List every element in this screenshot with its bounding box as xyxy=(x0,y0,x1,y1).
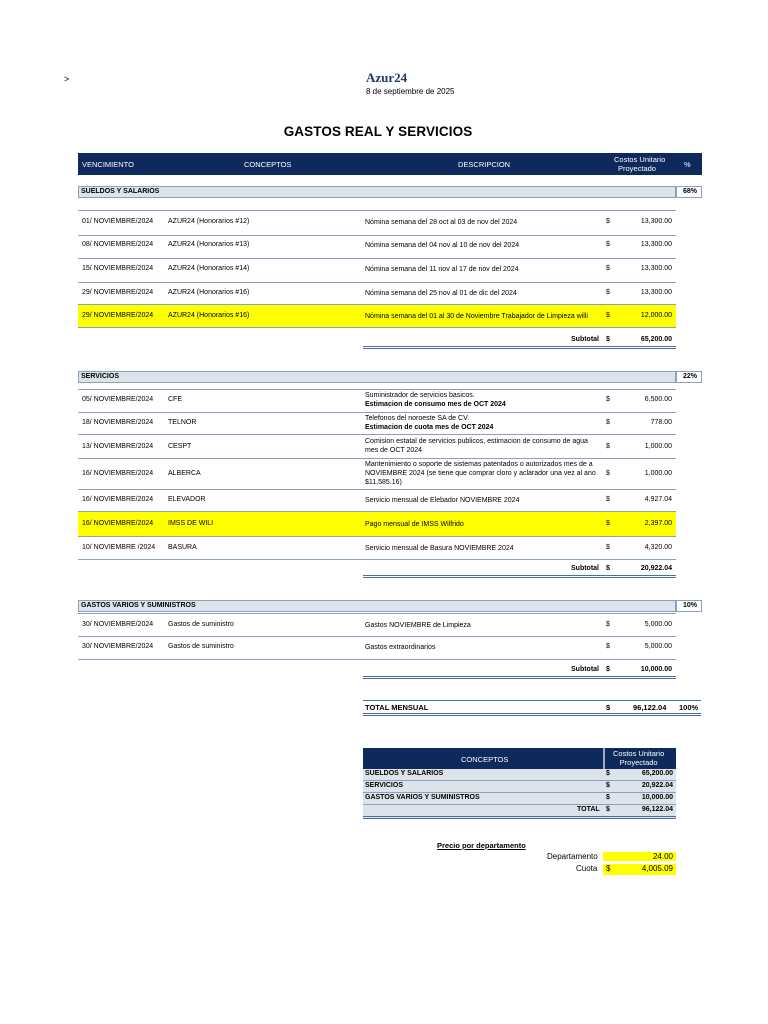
section-pct-gastos: 10% xyxy=(676,600,702,612)
row-desc-line1: Telefonos del noroeste SA de CV. xyxy=(365,415,470,422)
row-currency: $ xyxy=(606,218,610,225)
row-date: 16/ NOVIEMBRE/2024 xyxy=(82,470,154,477)
row-date: 15/ NOVIEMBRE/2024 xyxy=(82,265,154,272)
row-desc xyxy=(365,391,601,409)
subtotal-gastos xyxy=(363,664,676,679)
price-title: Precio por departamento xyxy=(437,841,526,850)
subtotal-sueldos xyxy=(363,334,676,349)
total-mensual xyxy=(363,700,701,716)
row-concept: TELNOR xyxy=(168,419,197,426)
row-date: 29/ NOVIEMBRE/2024 xyxy=(82,289,154,296)
company-name: Azur24 xyxy=(366,70,408,85)
table-row xyxy=(78,613,676,637)
summary-total-currency: $ xyxy=(606,806,610,813)
row-concept: CESPT xyxy=(168,443,192,450)
row-desc-line2: Estimacion de cuota mes de OCT 2024 xyxy=(365,424,494,431)
row-desc: Comision estatal de servicios publicos, estimacion de consumo de agua mes de OCT 2024 xyxy=(365,438,588,454)
summary-total-row xyxy=(363,805,676,819)
row-desc: Nómina semana del 01 al 30 de Noviembre Trabajador de Limpieza willi xyxy=(365,313,588,320)
summary-row-currency: $ xyxy=(606,770,610,777)
row-concept: ELEVADOR xyxy=(168,496,206,503)
total-amount: 96,122.04 xyxy=(633,703,667,712)
row-desc: Mantenimiento o soporte de sistemas patentados o autorizados mes de a NOVIEMBRE 2024 (se tiene que comprar cloro y aclarador una vez al ano $11,585.16) xyxy=(365,461,596,486)
row-amount: 13,300.00 xyxy=(640,218,672,225)
col-costo-line2: Proyectado xyxy=(618,164,656,173)
row-desc: Pago mensual de IMSS Wilfrido xyxy=(365,521,464,528)
row-concept-text: AZUR24 (Honorarios #12) xyxy=(168,218,250,225)
row-desc: Nómina semana del 11 nov al 17 de nov del 2024 xyxy=(365,266,519,273)
row-amount: 4,927.04 xyxy=(644,496,672,503)
row-amount: 4,320.00 xyxy=(644,544,672,551)
table-row-highlighted xyxy=(78,305,676,328)
row-amount: 12,000.00 xyxy=(640,312,672,319)
summary-row xyxy=(363,781,676,793)
row-currency: $ xyxy=(606,312,610,319)
page-title: GASTOS REAL Y SERVICIOS xyxy=(283,124,473,139)
row-desc: Nómina semana del 28 oct al 03 de nov del 2024 xyxy=(365,219,518,226)
summary-row-amount: 65,200.00 xyxy=(641,770,673,777)
dept-row xyxy=(363,852,676,863)
row-currency: $ xyxy=(606,265,610,272)
row-date: 08/ NOVIEMBRE/2024 xyxy=(82,241,154,248)
summary-col-costo-line1: Costos Unitario xyxy=(613,749,665,758)
table-row xyxy=(78,412,676,435)
summary-col-conceptos: CONCEPTOS xyxy=(461,755,509,764)
row-desc: Gastos extraordinarios xyxy=(365,644,436,651)
row-amount: 1,000.00 xyxy=(644,443,672,450)
table-row xyxy=(78,283,676,305)
row-currency: $ xyxy=(606,289,610,296)
row-concept: ALBERCA xyxy=(168,470,201,477)
col-pct: % xyxy=(684,160,691,169)
subtotal-currency: $ xyxy=(606,565,610,572)
section-header-sueldos xyxy=(78,186,676,198)
table-row xyxy=(78,490,676,512)
row-currency: $ xyxy=(606,643,610,650)
dept-label: Departamento xyxy=(547,852,598,861)
row-amount: 13,300.00 xyxy=(640,241,672,248)
summary-row-currency: $ xyxy=(606,782,610,789)
table-row xyxy=(78,235,676,259)
section-header-servicios xyxy=(78,371,676,383)
subtotal-label: Subtotal xyxy=(571,666,599,673)
section-label: SUELDOS Y SALARIOS xyxy=(81,188,160,195)
row-amount: 13,300.00 xyxy=(640,265,672,272)
row-currency: $ xyxy=(606,419,610,426)
row-date: 16/ NOVIEMBRE/2024 xyxy=(82,520,154,527)
total-label: TOTAL MENSUAL xyxy=(365,703,429,712)
row-date: 13/ NOVIEMBRE/2024 xyxy=(82,443,154,450)
summary-row xyxy=(363,769,676,781)
row-currency: $ xyxy=(606,396,610,403)
row-amount: 6,500.00 xyxy=(644,396,672,403)
summary-row-label: GASTOS VARIOS Y SUMINISTROS xyxy=(365,794,480,801)
row-concept: AZUR24 (Honorarios #16) xyxy=(168,312,250,319)
row-concept: IMSS DE WILI xyxy=(168,520,214,527)
table-row-highlighted xyxy=(78,512,676,537)
summary-total-label: TOTAL xyxy=(577,806,600,813)
summary-header-divider xyxy=(603,748,605,769)
row-concept xyxy=(168,218,249,225)
row-concept: Gastos de suministro xyxy=(168,643,234,650)
row-amount: 2,397.00 xyxy=(644,520,672,527)
table-header xyxy=(78,153,702,175)
row-concept: AZUR24 (Honorarios #16) xyxy=(168,289,250,296)
section-label: GASTOS VARIOS Y SUMINISTROS xyxy=(81,602,196,609)
section-pct-servicios: 22% xyxy=(676,371,702,383)
subtotal-servicios xyxy=(363,563,676,578)
subtotal-amount: 10,000.00 xyxy=(640,666,672,673)
row-date: 10/ NOVIEMBRE /2024 xyxy=(82,544,156,551)
summary-row xyxy=(363,793,676,805)
subtotal-label: Subtotal xyxy=(571,565,599,572)
table-row xyxy=(78,259,676,283)
subtotal-amount: 20,922.04 xyxy=(640,565,672,572)
row-currency: $ xyxy=(606,241,610,248)
row-concept: Gastos de suministro xyxy=(168,621,234,628)
row-date: 29/ NOVIEMBRE/2024 xyxy=(82,312,154,319)
table-row xyxy=(78,435,676,459)
row-currency: $ xyxy=(606,544,610,551)
row-amount: 5,000.00 xyxy=(644,621,672,628)
row-date: 30/ NOVIEMBRE/2024 xyxy=(82,643,154,650)
subtotal-label: Subtotal xyxy=(571,336,599,343)
total-currency: $ xyxy=(606,703,611,712)
row-currency: $ xyxy=(606,443,610,450)
row-concept: BASURA xyxy=(168,544,197,551)
summary-total-amount: 96,122.04 xyxy=(641,806,673,813)
section-header-gastos xyxy=(78,600,676,612)
row-currency: $ xyxy=(606,621,610,628)
row-currency: $ xyxy=(606,520,610,527)
report-date: 8 de septiembre de 2025 xyxy=(366,87,455,96)
row-desc: Nómina semana del 25 nov al 01 de dic del 2024 xyxy=(365,290,517,297)
row-date: 05/ NOVIEMBRE/2024 xyxy=(82,396,154,403)
col-vencimiento: VENCIMIENTO xyxy=(82,160,134,169)
quota-currency: $ xyxy=(606,864,611,873)
col-costo-line1: Costos Unitario xyxy=(614,155,666,164)
row-date: 01/ NOVIEMBRE/2024 xyxy=(82,218,154,225)
table-row xyxy=(78,537,676,560)
summary-header xyxy=(363,748,676,769)
subtotal-amount: 65,200.00 xyxy=(640,336,672,343)
row-date: 16/ NOVIEMBRE/2024 xyxy=(82,496,154,503)
summary-col-costo-line2: Proyectado xyxy=(619,758,658,767)
row-desc: Servicio mensual de Elebador NOVIEMBRE 2024 xyxy=(365,497,520,504)
row-concept: CFE xyxy=(168,396,182,403)
row-amount: 778.00 xyxy=(650,419,672,426)
col-descripcion: DESCRIPCION xyxy=(458,160,511,169)
row-currency: $ xyxy=(606,470,610,477)
table-row xyxy=(78,459,676,490)
section-pct-sueldos: 68% xyxy=(676,186,702,198)
table-row xyxy=(78,636,676,660)
col-costo xyxy=(614,155,666,173)
row-amount: 5,000.00 xyxy=(644,643,672,650)
section-label: SERVICIOS xyxy=(81,373,119,380)
summary-row-amount: 20,922.04 xyxy=(641,782,673,789)
row-desc: Servicio mensual de Basura NOVIEMBRE 2024 xyxy=(365,545,514,552)
row-date: 30/ NOVIEMBRE/2024 xyxy=(82,621,154,628)
row-currency: $ xyxy=(606,496,610,503)
row-concept: AZUR24 (Honorarios #14) xyxy=(168,265,250,272)
total-pct: 100% xyxy=(679,703,699,712)
row-desc: Gastos NOVIEMBRE de Limpieza xyxy=(365,622,471,629)
summary-row-label: SERVICIOS xyxy=(365,782,403,789)
quota-row xyxy=(363,864,676,875)
subtotal-currency: $ xyxy=(606,336,610,343)
col-conceptos: CONCEPTOS xyxy=(244,160,292,169)
row-amount: 1,000.00 xyxy=(644,470,672,477)
row-amount: 13,300.00 xyxy=(640,289,672,296)
row-desc: Nómina semana del 04 nov al 10 de nov del 2024 xyxy=(365,242,520,249)
summary-col-costo xyxy=(613,749,664,767)
table-row xyxy=(78,210,676,236)
row-desc xyxy=(365,414,601,432)
subtotal-currency: $ xyxy=(606,666,610,673)
dept-value: 24.00 xyxy=(603,852,676,861)
row-date: 18/ NOVIEMBRE/2024 xyxy=(82,419,154,426)
table-row xyxy=(78,389,676,413)
quota-value: 4,005.09 xyxy=(641,864,673,873)
marker: > xyxy=(64,74,70,84)
row-desc-line1: Suministrador de servicios basicos. xyxy=(365,392,475,399)
summary-row-amount: 10,000.00 xyxy=(641,794,673,801)
summary-row-currency: $ xyxy=(606,794,610,801)
summary-row-label: SUELDOS Y SALARIOS xyxy=(365,770,444,777)
quota-label: Cuota xyxy=(576,864,598,873)
row-concept: AZUR24 (Honorarios #13) xyxy=(168,241,250,248)
row-desc-line2: Estimacion de consumo mes de OCT 2024 xyxy=(365,401,506,408)
